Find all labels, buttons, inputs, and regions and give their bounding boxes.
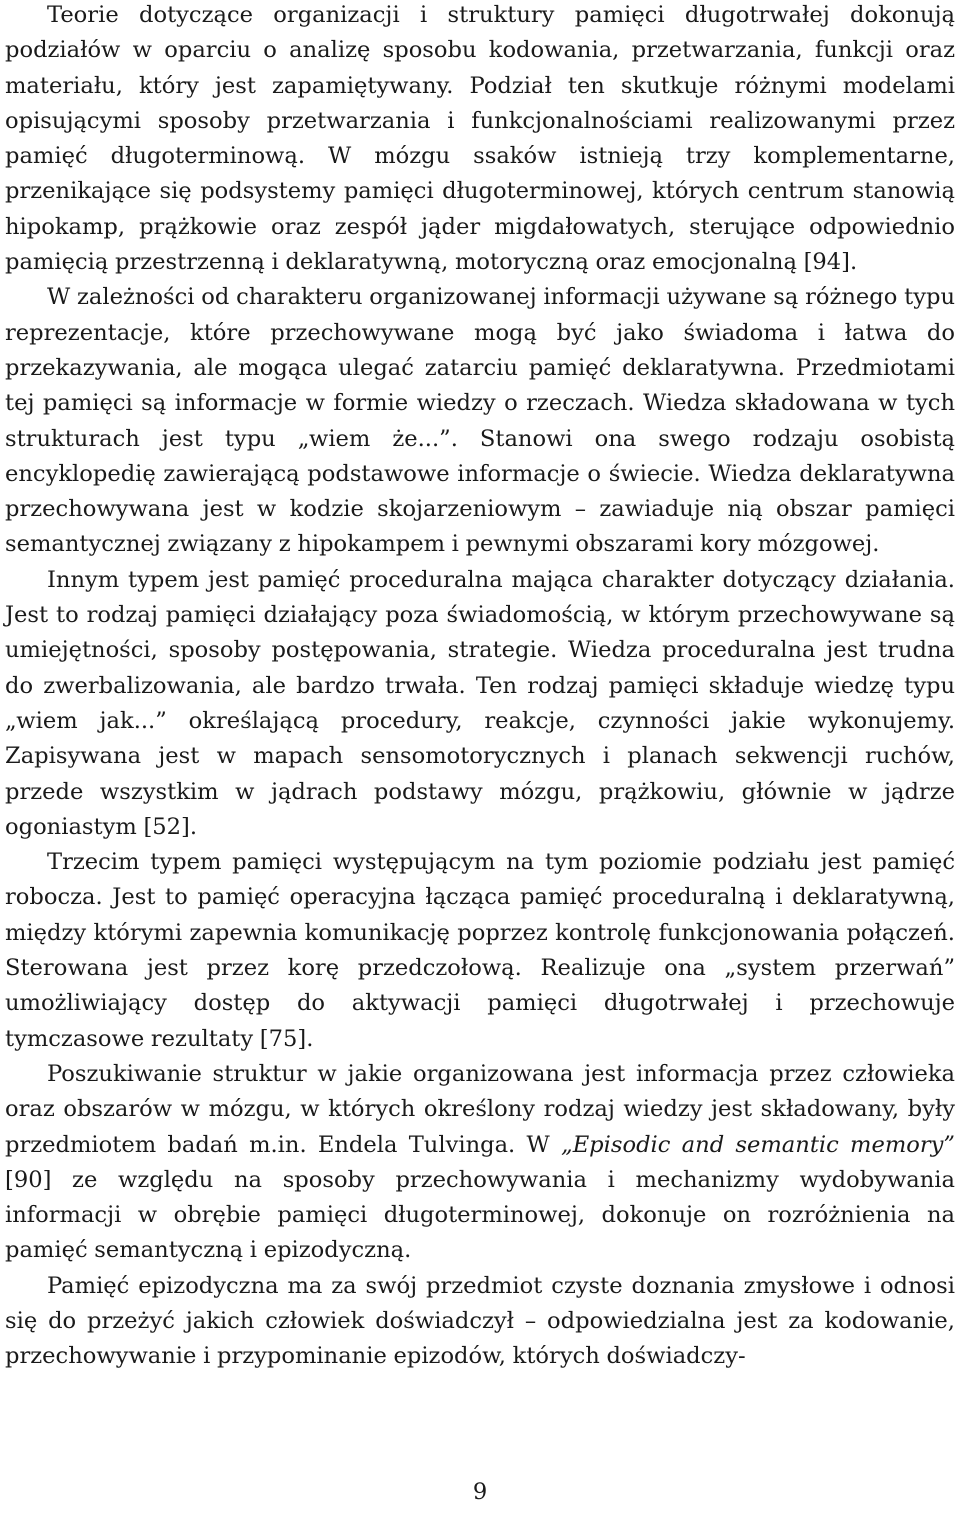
paragraph-tulving-research xyxy=(5,1057,955,1269)
paragraph-tulving-text-before: Poszukiwanie struktur w jakie organizowana jest informacja przez człowieka oraz obszarów w mózgu, w których określony rodzaj wiedzy jest składowany, były przedmiotem badań m.in. Endela Tulvinga. W xyxy=(5,1060,955,1158)
paragraph-procedural-memory: Innym typem jest pamięć proceduralna mająca charakter dotyczący działania. Jest to rodzaj pamięci działający poza świadomością, w którym przechowywane są umiejętności, sposoby postępowania, strategie. Wiedza proceduralna jest trudna do zwerbalizowania, ale bardzo trwała. Ten rodzaj pamięci składuje wiedzę typu „wiem jak...” określającą procedury, reakcje, czynności jakie wykonujemy. Zapisywana jest w mapach sensomotorycznych i planach sekwencji ruchów, przede wszystkim w jądrach podstawy mózgu, prążkowiu, głównie w jądrze ogoniastym [52]. xyxy=(5,566,955,840)
paragraph-memory-theories: Teorie dotyczące organizacji i struktury pamięci długotrwałej dokonują podziałów w oparciu o analizę sposobu kodowania, przetwarzania, funkcji oraz materiału, który jest zapamiętywany. Podział ten skutkuje różnymi modelami opisującymi sposoby przetwarzania i funkcjonalnościami realizowanymi przez pamięć długoterminową. W mózgu ssaków istnieją trzy komplementarne, przenikające się podsystemy pamięci długoterminowej, których centrum stanowią hipokamp, prążkowie oraz zespół jąder migdałowatych, sterujące odpowiednio pamięcią przestrzenną i deklaratywną, motoryczną oraz emocjonalną [94]. xyxy=(5,2,955,276)
page-number: 9 xyxy=(472,1479,488,1505)
paragraph-working-memory: Trzecim typem pamięci występującym na tym poziomie podziału jest pamięć robocza. Jest to pamięć operacyjna łącząca pamięć proceduralną i deklaratywną, między którymi zapewnia komunikację poprzez kontrolę funkcjonowania połączeń. Sterowana jest przez korę przedczołową. Realizuje ona „system przerwań” umożliwiający dostęp do aktywacji pamięci długotrwałej i przechowuje tymczasowe rezultaty [75]. xyxy=(5,849,955,1052)
body-text xyxy=(5,0,955,1375)
paragraph-tulving-italic-title: „Episodic and semantic memory” xyxy=(560,1131,955,1158)
paragraph-episodic-memory: Pamięć epizodyczna ma za swój przedmiot czyste doznania zmysłowe i odnosi się do przeżyć jakich człowiek doświadczył – odpowiedzialna jest za kodowanie, przechowywanie i przypominanie epizodów, których doświadczy- xyxy=(5,1272,955,1370)
paragraph-declarative-memory: W zależności od charakteru organizowanej informacji używane są różnego typu reprezentacje, które przechowywane mogą być jako świadoma i łatwa do przekazywania, ale mogąca ulegać zatarciu pamięć deklaratywna. Przedmiotami tej pamięci są informacje w formie wiedzy o rzeczach. Wiedza składowana w tych strukturach jest typu „wiem że...”. Stanowi ona swego rodzaju osobistą encyklopedię zawierającą podstawowe informacje o świecie. Wiedza deklaratywna przechowywana jest w kodzie skojarzeniowym – zawiaduje nią obszar pamięci semantycznej związany z hipokampem i pewnymi obszarami kory mózgowej. xyxy=(5,284,955,558)
paragraph-tulving-text-after: [90] ze względu na sposoby przechowywania i mechanizmy wydobywania informacji w obrębie pamięci długoterminowej, dokonuje on rozróżnienia na pamięć semantyczną i epizodyczną. xyxy=(5,1166,955,1264)
